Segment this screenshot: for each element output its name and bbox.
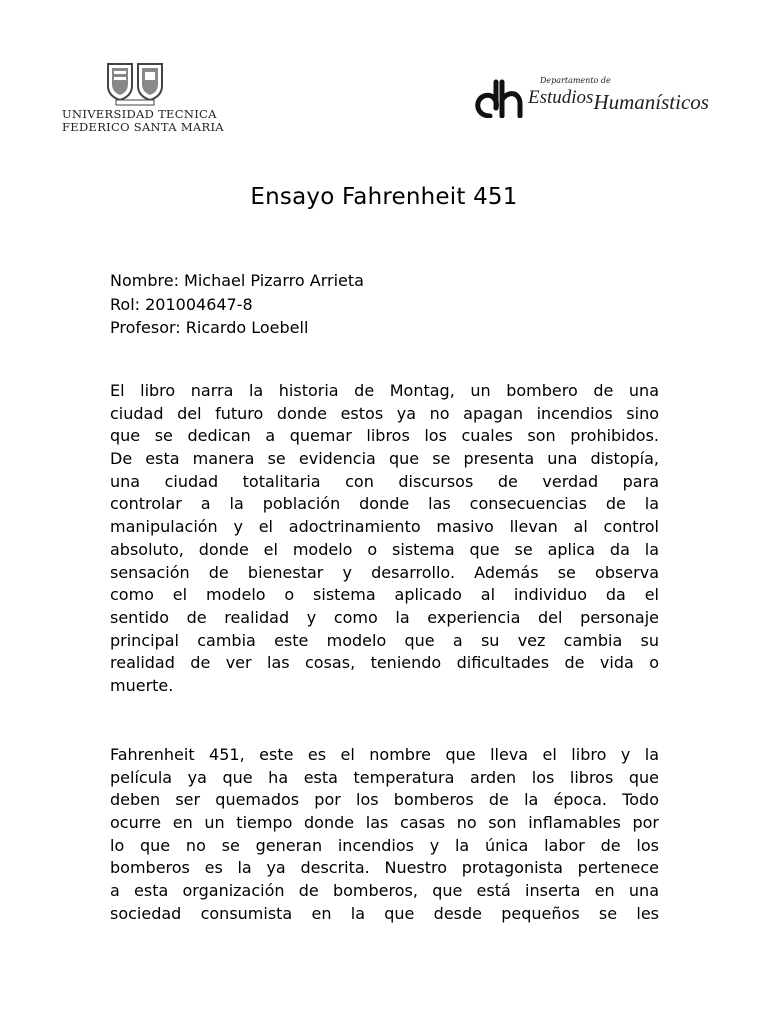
paragraph-line: controlar a la población donde las consecuencias de la [110, 494, 659, 514]
paragraph-line: El libro narra la historia de Montag, un bombero de una [110, 381, 659, 400]
paragraph-line: a esta organización de bomberos, que está inserta en una [110, 881, 659, 901]
paragraph-line: sentido de realidad y como la experiencia del personaje [110, 607, 659, 627]
department-name [528, 84, 709, 114]
paragraph-line: sociedad consumista en la que desde pequeños se les [110, 903, 659, 923]
paragraph-line: absoluto, donde el modelo o sistema que se aplica da la [110, 539, 659, 559]
paragraph-line: deben ser quemados por los bomberos de la época. Todo [110, 790, 659, 810]
paragraph-line: una ciudad totalitaria con discursos de verdad para [110, 471, 659, 491]
paragraph-1 [110, 380, 659, 698]
dh-monogram-icon [470, 78, 524, 118]
paragraph-line: sensación de bienestar y desarrollo. Además se observa [110, 562, 659, 582]
paragraph-2 [110, 744, 659, 926]
paragraph-line: manipulación y el adoctrinamiento masivo llevan al control [110, 517, 659, 537]
university-logo [58, 58, 224, 134]
paragraph-line: bomberos es la ya descrita. Nuestro protagonista pertenece [110, 858, 659, 878]
department-label-small: Departamento de [540, 76, 611, 85]
paragraph-line: lo que no se generan incendios y la única labor de los [110, 835, 659, 855]
department-name-word-2: Humanísticos [593, 90, 709, 114]
university-name [62, 107, 224, 134]
student-id: Rol: 201004647-8 [110, 294, 253, 314]
university-name-line-2: FEDERICO SANTA MARIA [62, 120, 224, 134]
paragraph-line: principal cambia este modelo que a su vez cambia su [110, 630, 659, 650]
paragraph-line: muerte. [110, 675, 174, 695]
paragraph-line: como el modelo o sistema aplicado al individuo da el [110, 585, 659, 605]
department-logo [470, 76, 710, 120]
paragraph-line: De esta manera se evidencia que se presenta una distopía, [110, 449, 659, 469]
paragraph-line: que se dedican a quemar libros los cuales son prohibidos. [110, 426, 659, 446]
paragraph-line: Fahrenheit 451, este es el nombre que lleva el libro y la [110, 745, 659, 764]
paragraph-line: película ya que ha esta temperatura arden los libros que [110, 767, 659, 787]
document-title: Ensayo Fahrenheit 451 [250, 184, 518, 210]
professor-name: Profesor: Ricardo Loebell [110, 318, 309, 337]
paragraph-line: ocurre en un tiempo donde las casas no son inflamables por [110, 813, 659, 833]
university-name-line-1: UNIVERSIDAD TECNICA [62, 107, 217, 121]
university-crest-icon [104, 62, 166, 106]
author-name: Nombre: Michael Pizarro Arrieta [110, 271, 364, 290]
paragraph-line: ciudad del futuro donde estos ya no apagan incendios sino [110, 403, 659, 423]
author-info [110, 269, 364, 340]
department-name-word-1: Estudios [528, 87, 594, 108]
paragraph-line: realidad de ver las cosas, teniendo dificultades de vida o [110, 653, 659, 673]
